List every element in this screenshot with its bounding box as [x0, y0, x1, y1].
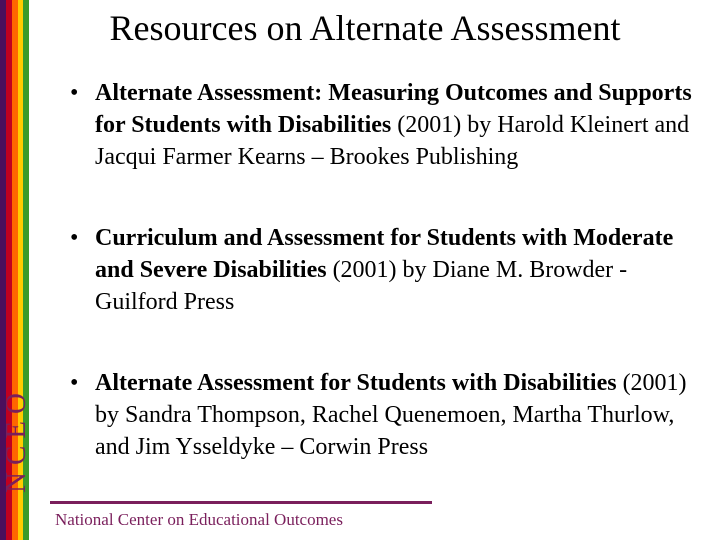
resource-details: (2001) by Diane M. Browder - Guilford Press [95, 257, 628, 315]
resource-details: (2001) by Sandra Thompson, Rachel Quenemoen, Martha Thurlow, and Jim Ysseldyke – Corwin Press [95, 370, 687, 460]
footer-organization: National Center on Educational Outcomes [55, 510, 343, 529]
footer-divider [50, 501, 432, 504]
nceo-logo-text: NCEO [0, 386, 32, 493]
resource-details: (2001) by Harold Kleinert and Jacqui Farmer Kearns – Brookes Publishing [95, 112, 690, 170]
resource-title: Alternate Assessment: Measuring Outcomes and Supports for Students with Disabilities [95, 80, 692, 138]
slide-title: Resources on Alternate Assessment [109, 8, 621, 48]
resource-title: Curriculum and Assessment for Students with Moderate and Severe Disabilities [95, 225, 674, 283]
resource-item [70, 77, 710, 173]
bullet-dot-icon: • [70, 80, 79, 106]
resource-item [70, 367, 710, 463]
resource-item [70, 222, 710, 318]
bullet-dot-icon: • [70, 370, 79, 396]
bullet-dot-icon: • [70, 225, 79, 251]
resource-list [70, 77, 710, 463]
resource-title: Alternate Assessment for Students with Disabilities [95, 370, 617, 396]
